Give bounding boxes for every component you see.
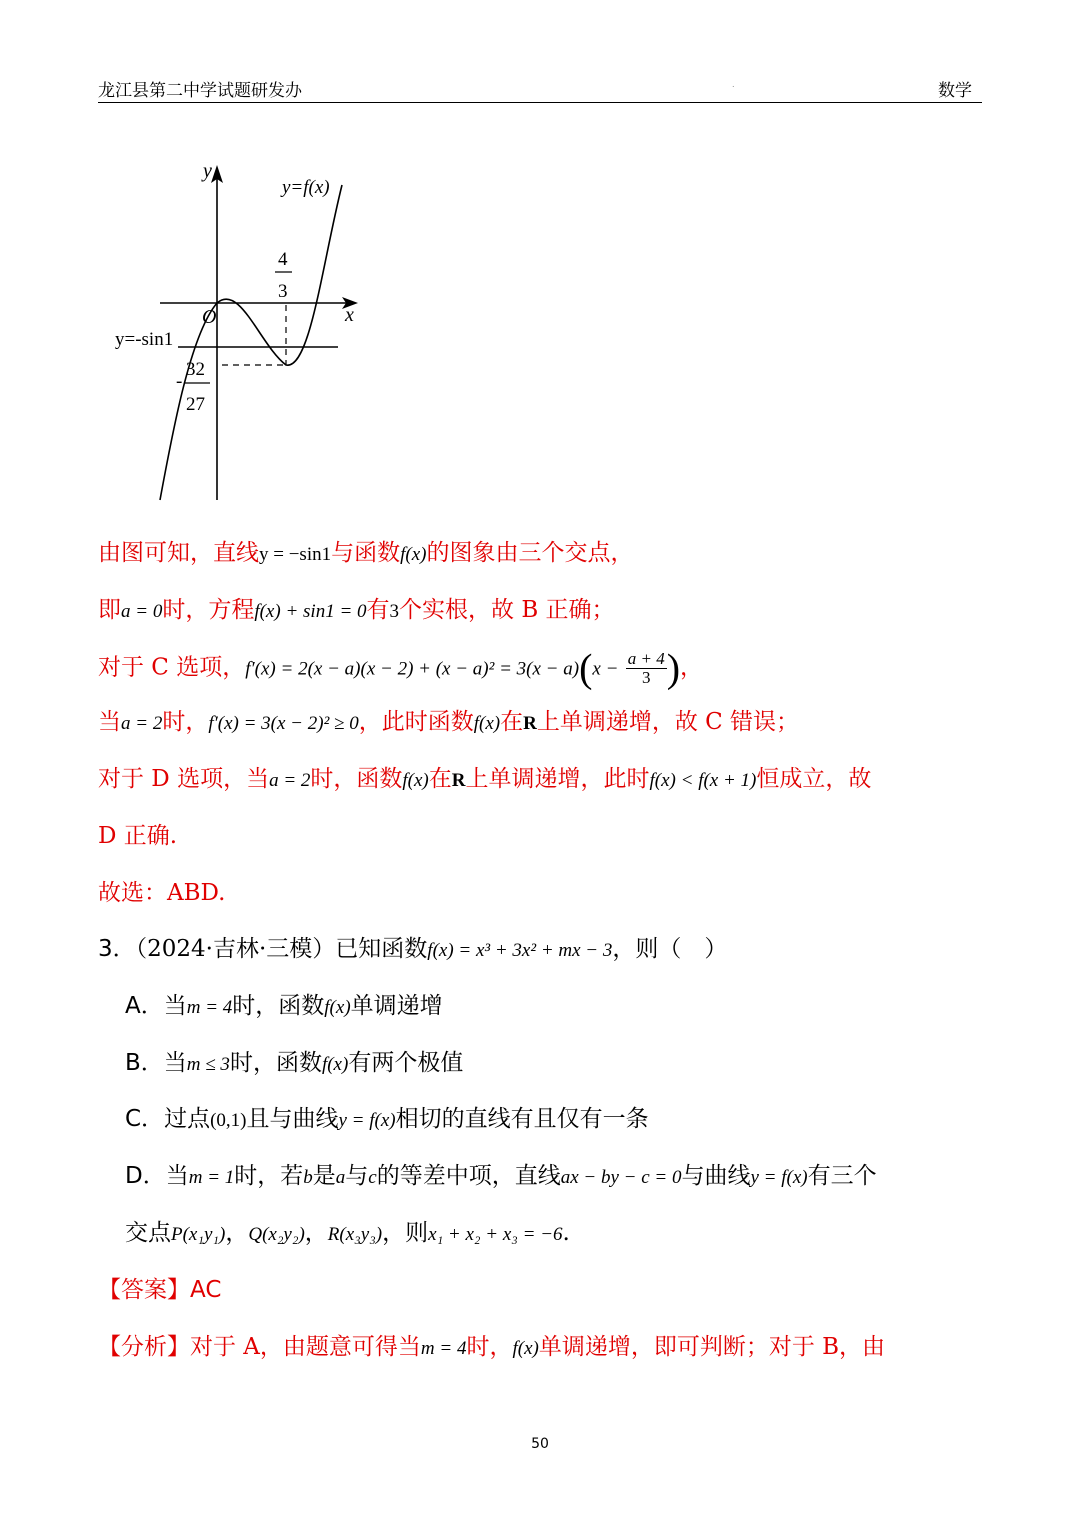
solution-line-6: D 正确.: [98, 823, 178, 849]
x-axis-label: x: [345, 304, 354, 326]
analysis-line: 【分析】对于 A，由题意可得当m = 4时，f(x)单调递增，即可判断；对于 B，由: [98, 1334, 886, 1360]
graph-svg: [110, 155, 370, 505]
answer-label: 【答案】: [98, 1277, 190, 1303]
solution-line-4: 当a = 2时，f′(x) = 3(x − 2)² ≥ 0，此时函数f(x)在R上单调递增，故 C 错误；: [98, 709, 800, 735]
solution-line-2: 即a = 0时，方程f(x) + sin1 = 0有3个实根，故 B 正确；: [98, 597, 615, 623]
answer-value: AC: [190, 1277, 222, 1303]
y-tick-denominator: 27: [186, 394, 205, 415]
fraction-a-plus-4-over-3: $\frac{a + 4}{3}$: [627, 649, 665, 687]
solution-line-7: 故选：ABD.: [98, 880, 226, 906]
answer-line: [98, 1275, 221, 1305]
x-tick-numerator: 4: [278, 249, 288, 270]
analysis-label: 【分析】: [98, 1334, 190, 1360]
solution-line-1: 由图可知，直线y = −sin1与函数f(x)的图象由三个交点，: [98, 540, 634, 566]
option-C: C．过点(0,1)且与曲线y = f(x)相切的直线有且仅有一条: [125, 1106, 649, 1132]
x-tick-denominator: 3: [278, 281, 288, 302]
solution-line-5: 对于 D 选项，当a = 2时，函数f(x)在R上单调递增，此时f(x) < f(x + 1)恒成立，故: [98, 766, 872, 792]
hline-label: y=-sin1: [115, 329, 174, 350]
page-header: [98, 76, 982, 103]
option-D: D．当m = 1时，若b是a与c的等差中项，直线ax − by − c = 0与曲线y = f(x)有三个: [125, 1163, 877, 1189]
function-graph: [110, 155, 370, 505]
header-school: 龙江县第二中学试题研发办: [98, 81, 302, 101]
solution-line-3: 对于 C 选项，f′(x) = 2(x − a)(x − 2) + (x − a)² = 3(x − a)(x − $\frac{a + 4}{3}$ )，: [98, 645, 704, 691]
option-D-continued: 交点P(x₁y₁)，Q(x₂y₂)，R(x₃y₃)，则x₁ + x₂ + x₃ = −6.: [125, 1220, 570, 1246]
cubic-curve: [160, 185, 342, 500]
curve-label: y=f(x): [282, 177, 330, 198]
question-3-stem: 3．（2024·吉林·三模）已知函数f(x) = x³ + 3x² + mx − 3，则（ ）: [98, 936, 728, 962]
header-dot: .: [732, 80, 735, 89]
option-A: A．当m = 4时，函数f(x)单调递增: [125, 993, 443, 1019]
header-subject: 数学: [938, 81, 972, 101]
y-axis-label: y: [203, 160, 212, 182]
option-B: B．当m ≤ 3时，函数f(x)有两个极值: [125, 1050, 464, 1076]
y-tick-numerator: 32: [186, 359, 205, 380]
page-number: 50: [531, 1436, 549, 1452]
origin-label: O: [202, 306, 217, 328]
y-tick-sign: -: [176, 371, 183, 392]
